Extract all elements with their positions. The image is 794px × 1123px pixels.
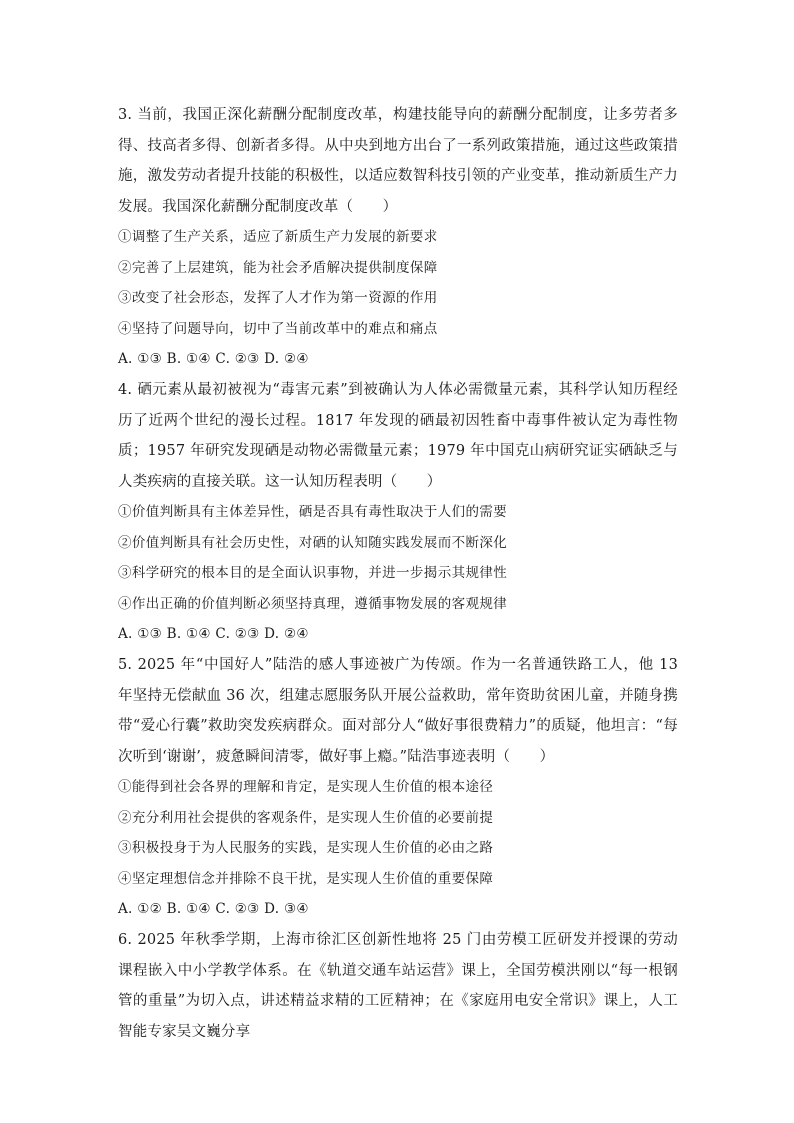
option-4: ④坚持了问题导向，切中了当前改革中的难点和痛点 [118,320,438,337]
question-4 [118,375,678,649]
option-2: ②价值判断具有社会历史性，对硒的认知随实践发展而不断深化 [118,534,508,551]
option-4: ④作出正确的价值判断必须坚持真理，遵循事物发展的客观规律 [118,595,508,612]
question-stem: 6. 2025 年秋季学期，上海市徐汇区创新性地将 25 门由劳模工匠研发并授课的劳动课程嵌入中小学教学体系。在《轨道交通车站运营》课上，全国劳模洪刚以“每一根钢管的重量”为切入点，讲述精益求精的工匠精神；在《家庭用电安全常识》课上，人工智能专家吴文巍分享 [118,932,678,1040]
question-5 [118,650,678,924]
question-3 [118,100,678,374]
answer-choices: A. ①③ B. ①④ C. ②③ D. ②④ [118,626,309,642]
question-stem: 3. 当前，我国正深化薪酬分配制度改革，构建技能导向的薪酬分配制度，让多劳者多得、技高者多得、创新者多得。从中央到地方出台了一系列政策措施，通过这些政策措施，激发劳动者提升技能的积极性，以适应数智科技引领的产业变革，推动新质生产力发展。我国深化薪酬分配制度改革（ ） [118,107,678,215]
option-3: ③科学研究的根本目的是全面认识事物，并进一步揭示其规律性 [118,565,508,581]
option-2: ②充分利用社会提供的客观条件，是实现人生价值的必要前提 [118,809,494,826]
answer-choices: A. ①② B. ①④ C. ②③ D. ③④ [118,901,309,917]
exam-page [118,100,678,1047]
answer-choices: A. ①③ B. ①④ C. ②③ D. ②④ [118,351,309,367]
option-1: ①调整了生产关系，适应了新质生产力发展的新要求 [118,229,438,245]
option-3: ③积极投身于为人民服务的实践，是实现人生价值的必由之路 [118,840,494,856]
option-1: ①能得到社会各界的理解和肯定，是实现人生价值的根本途径 [118,779,494,795]
option-4: ④坚定理想信念并排除不良干扰，是实现人生价值的重要保障 [118,870,494,887]
option-2: ②完善了上层建筑，能为社会矛盾解决提供制度保障 [118,259,438,276]
question-stem: 5. 2025 年“中国好人”陆浩的感人事迹被广为传颂。作为一名普通铁路工人，他 13 年坚持无偿献血 36 次，组建志愿服务队开展公益救助，常年资助贫困儿童，并随身携带“爱心行囊”救助突发疾病群众。面对部分人“做好事很费精力”的质疑，他坦言：“每次听到‘谢谢’，疲惫瞬间清零，做好事上瘾。”陆浩事迹表明（ ） [118,657,678,765]
option-3: ③改变了社会形态，发挥了人才作为第一资源的作用 [118,290,438,306]
question-stem: 4. 硒元素从最初被视为“毒害元素”到被确认为人体必需微量元素，其科学认知历程经历了近两个世纪的漫长过程。1817 年发现的硒最初因牲畜中毒事件被认定为毒性物质；1957 年研究发现硒是动物必需微量元素；1979 年中国克山病研究证实硒缺乏与人类疾病的直接关联。这一认知历程表明（ ） [118,382,678,490]
question-6 [118,925,678,1047]
option-1: ①价值判断具有主体差异性，硒是否具有毒性取决于人们的需要 [118,504,508,520]
